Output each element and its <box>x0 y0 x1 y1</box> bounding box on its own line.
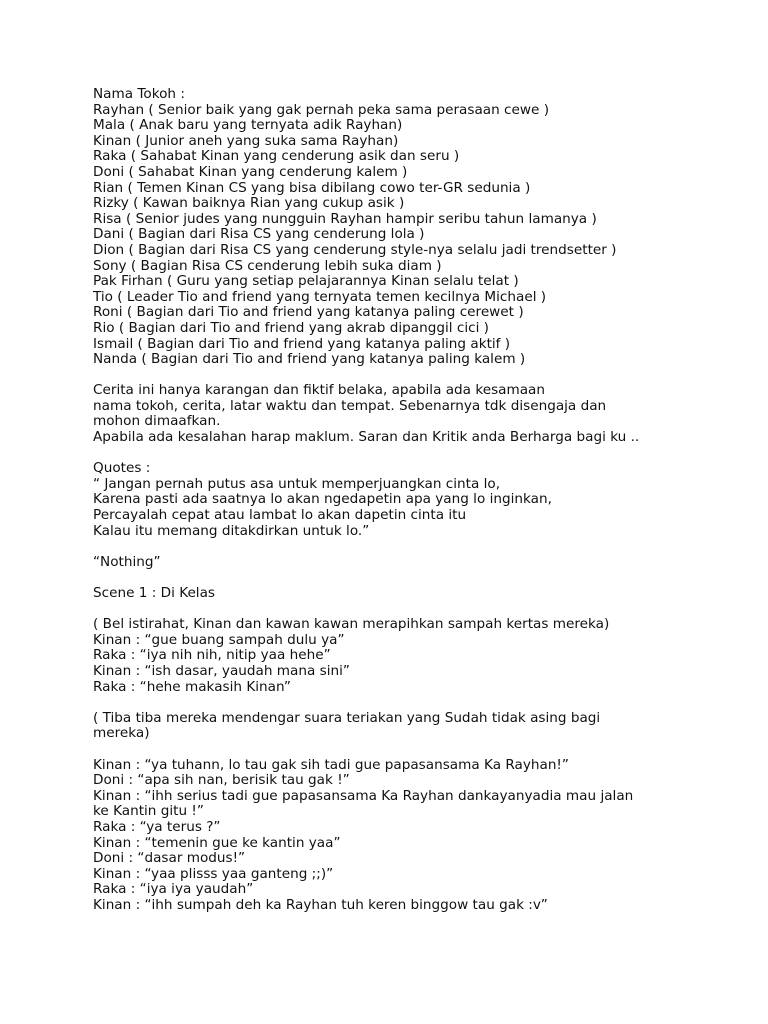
text-line: ke Kantin gitu !” <box>93 803 204 820</box>
text-line: Kinan : “ya tuhann, lo tau gak sih tadi gue papasansama Ka Rayhan!” <box>93 756 569 773</box>
text-line: Kalau itu memang ditakdirkan untuk lo.” <box>93 522 370 539</box>
text-line: Tio ( Leader Tio and friend yang ternyata temen kecilnya Michael ) <box>93 288 547 305</box>
text-line: nama tokoh, cerita, latar waktu dan tempat. Sebenarnya tdk disengaja dan <box>93 397 607 414</box>
text-line: Kinan : “ihh serius tadi gue papasansama Ka Rayhan dankayanyadia mau jalan <box>93 787 634 804</box>
paragraph-dialogue-1 <box>93 617 693 695</box>
text-line: Nanda ( Bagian dari Tio and friend yang katanya paling kalem ) <box>93 351 526 368</box>
text-line: Pak Firhan ( Guru yang setiap pelajarannya Kinan selalu telat ) <box>93 273 519 290</box>
paragraph-disclaimer <box>93 383 693 445</box>
text-line: Rayhan ( Senior baik yang gak pernah peka sama perasaan cewe ) <box>93 101 550 118</box>
text-line: Rio ( Bagian dari Tio and friend yang akrab dipanggil cici ) <box>93 319 489 336</box>
text-line: Dani ( Bagian dari Risa CS yang cenderung lola ) <box>93 226 425 243</box>
text-line: Kinan : “temenin gue ke kantin yaa” <box>93 834 341 851</box>
document-text-body <box>93 87 693 913</box>
text-line: Raka : “hehe makasih Kinan” <box>93 678 291 695</box>
text-line: Kinan : “yaa plisss yaa ganteng ;;)” <box>93 865 334 882</box>
paragraph-spacer <box>93 570 693 586</box>
text-line: Quotes : <box>93 460 151 477</box>
text-line: mohon dimaafkan. <box>93 413 221 430</box>
text-line: ( Tiba tiba mereka mendengar suara teriakan yang Sudah tidak asing bagi <box>93 709 601 726</box>
text-line: Percayalah cepat atau lambat lo akan dapetin cinta itu <box>93 507 467 524</box>
text-line: Risa ( Senior judes yang nungguin Rayhan hampir seribu tahun lamanya ) <box>93 210 597 227</box>
text-line: ( Bel istirahat, Kinan dan kawan kawan merapihkan sampah kertas mereka) <box>93 616 610 633</box>
text-line: Scene 1 : Di Kelas <box>93 585 215 601</box>
paragraph-story-title <box>93 555 693 571</box>
text-line: Rian ( Temen Kinan CS yang bisa dibilang cowo ter-GR sedunia ) <box>93 179 531 196</box>
text-line: Karena pasti ada saatnya lo akan ngedapetin apa yang lo inginkan, <box>93 491 552 508</box>
text-line: Raka : “ya terus ?” <box>93 818 221 835</box>
text-line: Rizky ( Kawan baiknya Rian yang cukup asik ) <box>93 195 405 212</box>
text-line: Doni : “apa sih nan, berisik tau gak !” <box>93 772 350 789</box>
text-line: Roni ( Bagian dari Tio and friend yang katanya paling cerewet ) <box>93 304 524 321</box>
text-line: Kinan ( Junior aneh yang suka sama Rayhan) <box>93 132 399 149</box>
text-line: Dion ( Bagian dari Risa CS yang cenderung style-nya selalu jadi trendsetter ) <box>93 241 617 258</box>
paragraph-spacer <box>93 368 693 384</box>
text-line: “Nothing” <box>93 553 161 570</box>
text-line: Mala ( Anak baru yang ternyata adik Rayhan) <box>93 117 403 134</box>
text-line: Sony ( Bagian Risa CS cenderung lebih suka diam ) <box>93 257 442 274</box>
text-line: Kinan : “ish dasar, yaudah mana sini” <box>93 662 350 679</box>
paragraph-spacer <box>93 695 693 711</box>
text-line: Kinan : “ihh sumpah deh ka Rayhan tuh keren binggow tau gak :v” <box>93 896 548 913</box>
text-line: Kinan : “gue buang sampah dulu ya” <box>93 631 345 648</box>
text-line: Cerita ini hanya karangan dan fiktif belaka, apabila ada kesamaan <box>93 382 546 399</box>
text-line: Doni ( Sahabat Kinan yang cenderung kalem ) <box>93 163 408 180</box>
paragraph-quotes <box>93 461 693 539</box>
text-line: “ Jangan pernah putus asa untuk memperjuangkan cinta lo, <box>93 475 501 492</box>
paragraph-spacer <box>93 742 693 758</box>
text-line: Ismail ( Bagian dari Tio and friend yang katanya paling aktif ) <box>93 335 511 352</box>
text-line: mereka) <box>93 725 150 742</box>
text-line: Raka : “iya iya yaudah” <box>93 881 254 898</box>
paragraph-spacer <box>93 446 693 462</box>
paragraph-stage-direction <box>93 711 693 742</box>
text-line: Doni : “dasar modus!” <box>93 850 246 867</box>
paragraph-dialogue-2 <box>93 758 693 914</box>
paragraph-character-list <box>93 87 693 368</box>
text-line: Apabila ada kesalahan harap maklum. Saran dan Kritik anda Berharga bagi ku .. <box>93 429 640 446</box>
paragraph-scene-heading <box>93 586 693 602</box>
paragraph-spacer <box>93 602 693 618</box>
text-line: Raka ( Sahabat Kinan yang cenderung asik dan seru ) <box>93 148 460 165</box>
paragraph-spacer <box>93 539 693 555</box>
text-line: Nama Tokoh : <box>93 86 185 102</box>
text-line: Raka : “iya nih nih, nitip yaa hehe” <box>93 647 331 664</box>
